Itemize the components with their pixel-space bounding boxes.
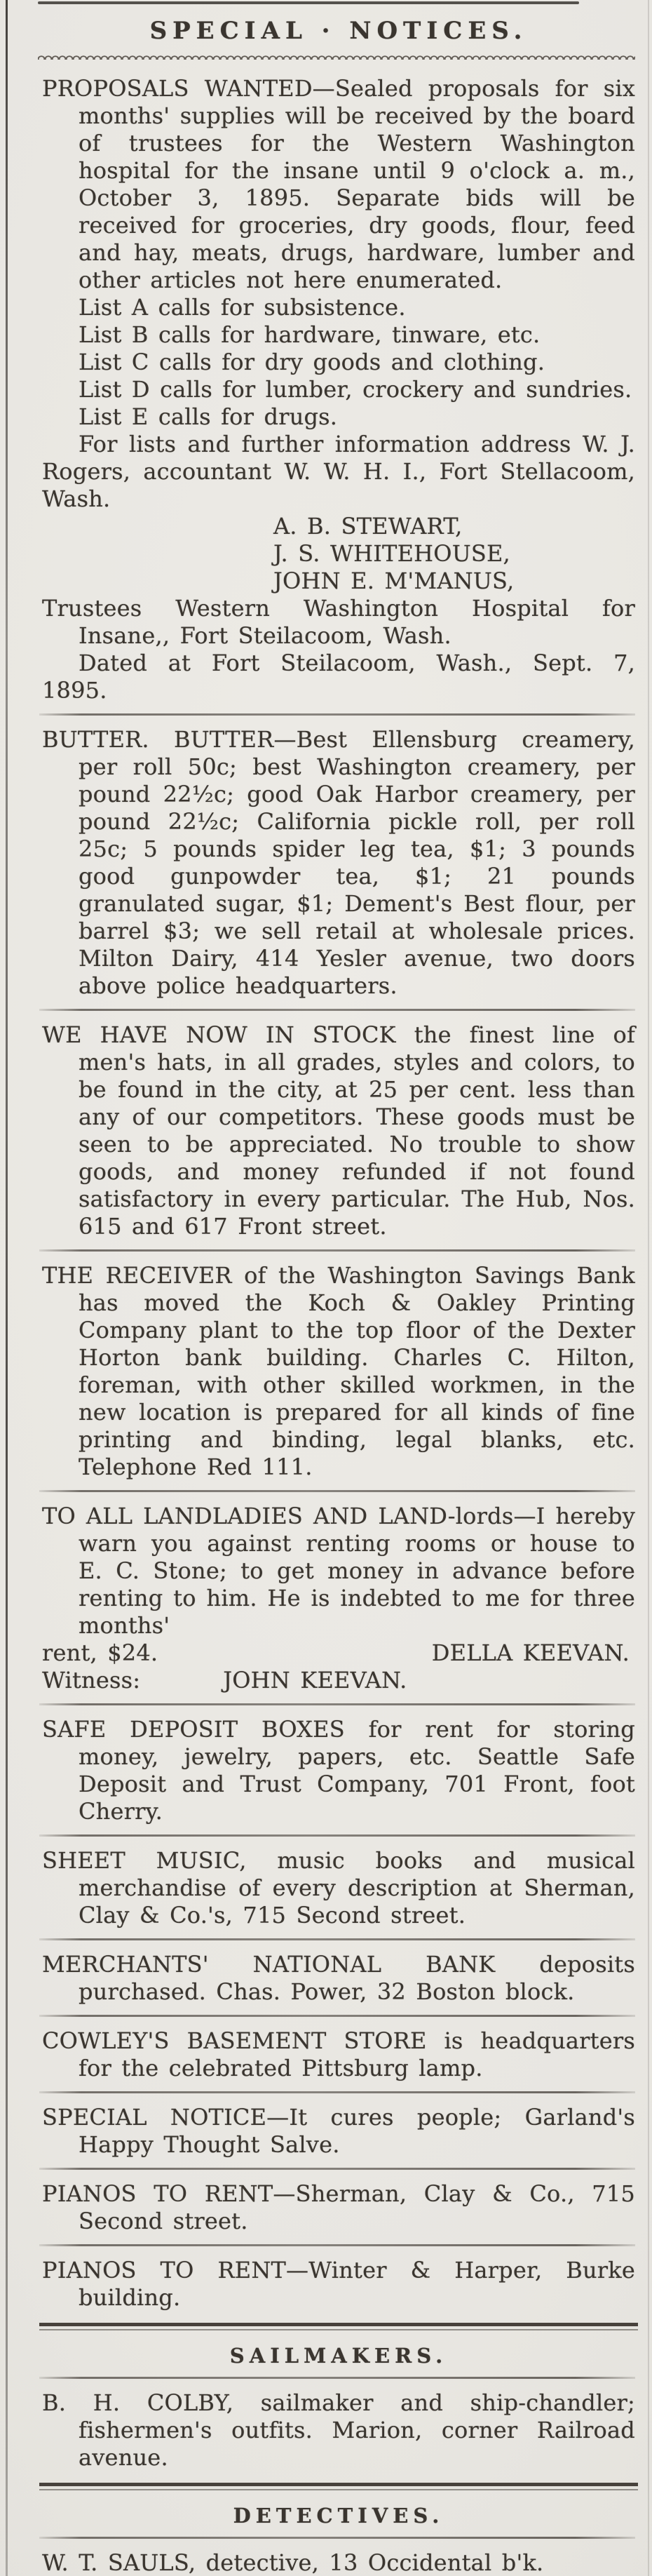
- signature-line: [42, 1639, 635, 1667]
- column-rule-right: [648, 0, 649, 2576]
- classified-ad: [42, 2104, 635, 2159]
- ad-text: List B calls for hardware, tinware, etc.: [79, 321, 541, 348]
- ad-text: THE RECEIVER of the Washington Savings Bank has moved the Koch & Oakley Printing Company plant to the top floor of the Dexter Horton bank building. Charles C. Hilton, foreman, with other skilled workmen, in the new location is prepared for all kinds of fine printing and binding, legal blanks, etc. Telephone Red 111.: [42, 1262, 635, 1480]
- ad-text: SAFE DEPOSIT BOXES for rent for storing money, jewelry, papers, etc. Seattle Safe Deposit and Trust Company, 701 Front, foot Cherry.: [42, 1716, 635, 1825]
- ad-text: List C calls for dry goods and clothing.: [79, 349, 545, 375]
- classified-ad: [42, 2257, 635, 2312]
- ad-divider-rule: [39, 2244, 635, 2246]
- ad-text: SPECIAL NOTICE—It cures people; Garland's Happy Thought Salve.: [42, 2104, 635, 2158]
- classified-ad: [42, 2027, 635, 2082]
- ad-text: List E calls for drugs.: [79, 403, 338, 430]
- signature: J. S. WHITEHOUSE,: [273, 540, 510, 567]
- wavy-rule: [38, 53, 635, 60]
- ad-text: Dated at Fort Steilacoom, Wash., Sept. 7, 1895.: [42, 650, 635, 704]
- ad-text: SHEET MUSIC, music books and musical merchandise of every description at Sherman, Clay & Co.'s, 715 Second street.: [42, 1847, 635, 1928]
- ad-text: For lists and further information address W. J. Rogers, accountant W. W. H. I., Fort Stellacoom, Wash.: [42, 431, 635, 512]
- top-edge-mark: [38, 1, 579, 4]
- ad-text: TO ALL LANDLADIES AND LAND-lords—I hereby warn you against renting rooms or house to E. C. Stone; to get money in advance before renting to him. He is indebted to me for three months': [42, 1503, 635, 1639]
- ad-divider-rule: [39, 1490, 635, 1492]
- heading-rule: [39, 2537, 635, 2539]
- classified-ad: [42, 1716, 635, 1825]
- ad-divider-rule: [39, 1703, 635, 1705]
- classified-ad: [42, 2549, 635, 2576]
- ad-text: PROPOSALS WANTED—Sealed proposals for six months' supplies will be received by the board of trustees for the Western Washington hospital for the insane until 9 o'clock a. m., October 3, 1895. Separate bids will be received for groceries, dry goods, flour, feed and hay, meats, drugs, hardware, lumber and other articles not here enumerated.: [42, 75, 635, 293]
- signature: A. B. STEWART,: [273, 513, 463, 539]
- classified-ad: [42, 1847, 635, 1929]
- ad-divider-rule: [39, 1938, 635, 1940]
- ad-text: PIANOS TO RENT—Sherman, Clay & Co., 715 Second street.: [42, 2180, 635, 2234]
- classified-ad: [42, 2180, 635, 2235]
- column-rule-left: [6, 0, 8, 2576]
- ad-text: List D calls for lumber, crockery and sundries.: [79, 376, 632, 403]
- section-divider-rule: [39, 2483, 638, 2491]
- ad-divider-rule: [39, 2015, 635, 2017]
- witness-label: Witness:: [42, 1667, 141, 1693]
- ad-text: W. T. SAULS, detective, 13 Occidental b'k.: [42, 2549, 544, 2576]
- classified-ad: [42, 75, 635, 704]
- page-title: SPECIAL · NOTICES.: [149, 17, 528, 45]
- ad-text: COWLEY'S BASEMENT STORE is headquarters for the celebrated Pittsburg lamp.: [42, 2027, 635, 2081]
- signature: JOHN E. M'MANUS,: [273, 568, 515, 594]
- signature: DELLA KEEVAN.: [431, 1639, 630, 1666]
- rent-amount: rent, $24.: [42, 1639, 158, 1666]
- classified-ad: [42, 1262, 635, 1481]
- section-divider-rule: [39, 2323, 638, 2331]
- ad-divider-rule: [39, 713, 635, 716]
- ad-text: PIANOS TO RENT—Winter & Harper, Burke building.: [42, 2257, 635, 2311]
- ad-divider-rule: [39, 2168, 635, 2170]
- ad-text: List A calls for subsistence.: [79, 294, 406, 321]
- ad-divider-rule: [39, 2091, 635, 2093]
- witness-line: [42, 1667, 635, 1694]
- witness-name: JOHN KEEVAN.: [223, 1667, 407, 1693]
- section-heading-sailmakers: SAILMAKERS.: [229, 2344, 448, 2368]
- ad-divider-rule: [39, 1834, 635, 1837]
- ad-text: Trustees Western Washington Hospital for Insane,, Fort Steilacoom, Wash.: [42, 595, 635, 649]
- classified-ad: [42, 1503, 635, 1694]
- ad-divider-rule: [39, 1249, 635, 1252]
- classified-ad: [42, 1951, 635, 2006]
- classified-ad: [42, 2389, 635, 2471]
- ad-text: BUTTER. BUTTER—Best Ellensburg creamery, per roll 50c; best Washington creamery, per pound 22½c; good Oak Harbor creamery, per pound 22½c; California pickle roll, per roll 25c; 5 pounds spider leg tea, $1; 3 pounds good gunpowder tea, $1; 21 pounds granulated sugar, $1; Dement's Best flour, per barrel $3; we sell retail at wholesale prices. Milton Dairy, 414 Yesler avenue, two doors above police headquarters.: [42, 726, 635, 999]
- classified-ad: [42, 1021, 635, 1240]
- ad-text: MERCHANTS' NATIONAL BANK deposits purchased. Chas. Power, 32 Boston block.: [42, 1951, 635, 2005]
- ad-text: WE HAVE NOW IN STOCK the finest line of men's hats, in all grades, styles and colors, to be found in the city, at 25 per cent. less than any of our competitors. These goods must be seen to be appreciated. No trouble to show goods, and money refunded if not found satisfactory in every particular. The Hub, Nos. 615 and 617 Front street.: [42, 1021, 635, 1240]
- ad-divider-rule: [39, 1009, 635, 1011]
- classified-ad: [42, 726, 635, 1000]
- ad-text: B. H. COLBY, sailmaker and ship-chandler; fishermen's outfits. Marion, corner Railroad avenue.: [42, 2389, 635, 2471]
- section-heading-detectives: DETECTIVES.: [233, 2504, 444, 2528]
- heading-rule: [39, 2377, 635, 2379]
